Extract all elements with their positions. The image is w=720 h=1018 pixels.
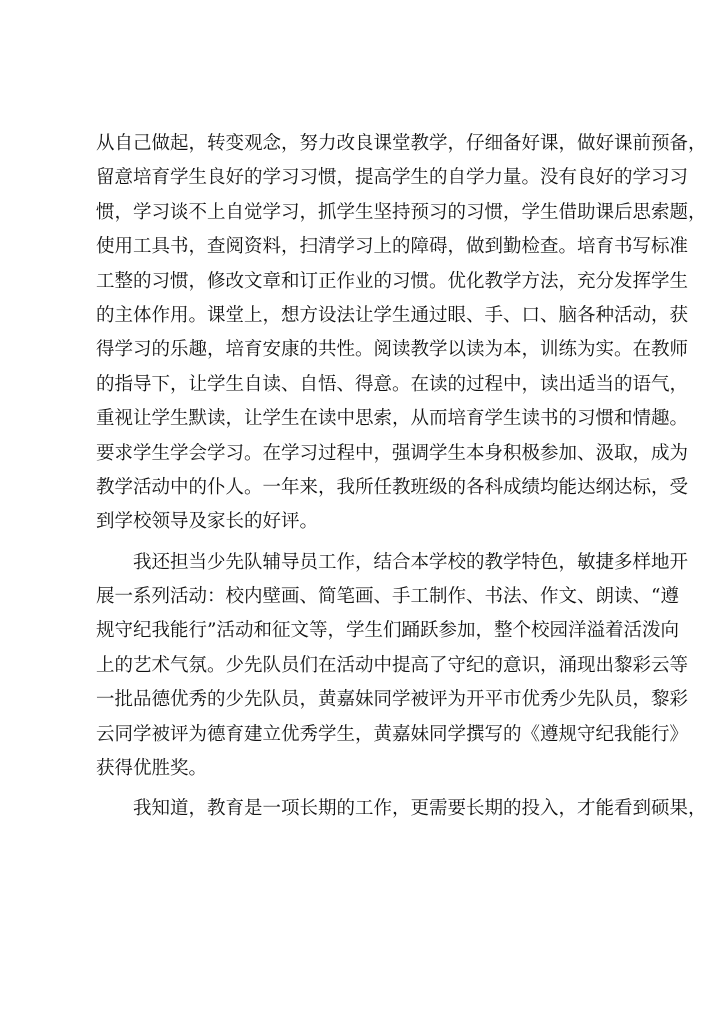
text-line: 使用工具书，查阅资料，扫清学习上的障碍，做到勤检查。培育书写标准 — [96, 236, 689, 258]
text-line: 上的艺术气氛。少先队员们在活动中提高了守纪的意识，涌现出黎彩云等 — [96, 654, 689, 676]
text-line: 重视让学生默读，让学生在读中思索，从而培育学生读书的习惯和情趣。 — [96, 408, 689, 430]
text-line: 展一系列活动：校内壁画、简笔画、手工制作、书法、作文、朗读、“遵 — [96, 586, 679, 608]
text-line: 一批品德优秀的少先队员，黄嘉妹同学被评为开平市优秀少先队员，黎彩 — [96, 689, 689, 711]
text-line: 惯，学习谈不上自觉学习，抓学生坚持预习的习惯，学生借助课后思索题， — [96, 201, 707, 223]
text-line: 到学校领导及家长的好评。 — [96, 511, 319, 533]
paragraph-3 — [96, 792, 707, 826]
document-page — [96, 127, 707, 827]
text-line: 留意培育学生良好的学习习惯，提高学生的自学力量。没有良好的学习习 — [96, 167, 689, 189]
text-line: 的指导下，让学生自读、自悟、得意。在读的过程中，读出适当的语气， — [96, 373, 689, 395]
text-line: 得学习的乐趣，培育安康的共性。阅读教学以读为本，训练为实。在教师 — [96, 339, 689, 361]
text-line: 云同学被评为德育建立优秀学生，黄嘉妹同学撰写的《遵规守纪我能行》 — [96, 723, 689, 745]
text-line: 规守纪我能行”活动和征文等，学生们踊跃参加，整个校园洋溢着活泼向 — [96, 620, 679, 642]
paragraph-2 — [96, 546, 689, 787]
text-line: 教学活动中的仆人。一年来，我所任教班级的各科成绩均能达纲达标，受 — [96, 476, 689, 498]
text-line: 获得优胜奖。 — [96, 758, 208, 780]
text-line: 从自己做起，转变观念，努力改良课堂教学，仔细备好课，做好课前预备， — [96, 133, 707, 154]
text-line: 的主体作用。课堂上，想方设法让学生通过眼、手、口、脑各种活动，获 — [96, 304, 689, 326]
text-line: 工整的习惯，修改文章和订正作业的习惯。优化教学方法，充分发挥学生 — [96, 270, 689, 292]
text-line: 要求学生学会学习。在学习过程中，强调学生本身积极参加、汲取，成为 — [96, 442, 689, 464]
text-line: 我还担当少先队辅导员工作，结合本学校的教学特色，敏捷多样地开 — [133, 551, 689, 573]
paragraph-1 — [96, 127, 707, 540]
text-line: 我知道，教育是一项长期的工作，更需要长期的投入，才能看到硕果， — [133, 798, 707, 820]
